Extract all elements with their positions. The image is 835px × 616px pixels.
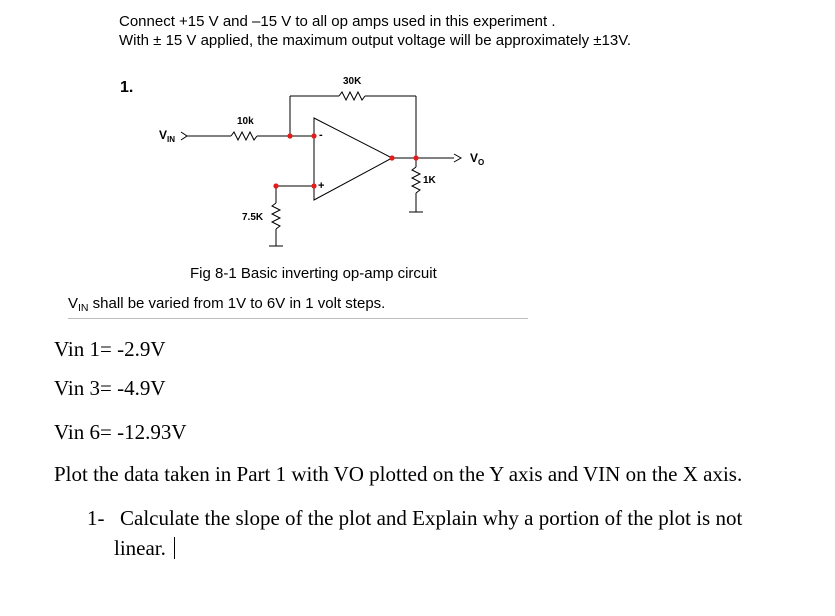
cutoff-artifact-line [68,318,528,319]
vo-label: $V_O$ [470,151,485,167]
node-dot-ground-res [273,183,278,188]
input-resistor [231,132,257,140]
vin-note-text: shall be varied from 1V to 6V in 1 volt steps. [88,295,386,312]
load-resistor-label: 1K [423,175,436,186]
node-dot-input [287,133,292,138]
load-resistor [412,167,420,193]
op-amp-triangle [314,118,392,200]
ground-resistor [272,203,280,229]
node-dot-output [413,155,418,160]
result-vin-1: Vin 1= -2.9V [54,337,166,361]
question-line-2[interactable] [114,536,175,561]
inverting-sign: - [319,129,323,141]
figure-caption: Fig 8-1 Basic inverting op-amp circuit [190,265,437,282]
vo-arrow [454,154,461,162]
plot-instruction: Plot the data taken in Part 1 with VO plotted on the Y axis and VIN on the X axis. [54,462,743,486]
vin-label: $V_{IN}$ [159,128,176,144]
ground-resistor-label: 7.5K [242,212,264,223]
result-vin-6: Vin 6= -12.93V [54,420,187,444]
node-dot-inverting [311,133,316,138]
feedback-resistor [339,92,365,100]
figure-number: 1. [120,79,134,96]
question-line-1: Calculate the slope of the plot and Explain why a portion of the plot is not [120,506,743,530]
circuit-figure [0,0,835,260]
vin-arrow [181,132,187,140]
question-number: 1- [87,506,105,530]
node-dot-noninverting [311,183,316,188]
text-cursor [174,537,175,559]
question-line-2-text: linear. [114,536,166,560]
input-resistor-label: 10k [237,116,254,127]
intro-line-1: Connect +15 V and –15 V to all op amps used in this experiment . [119,13,556,30]
vin-note-sub: IN [78,302,89,314]
vin-note-v: V [68,295,79,312]
circuit-diagram [0,0,835,260]
intro-line-2: With ± 15 V applied, the maximum output voltage will be approximately ±13V. [119,32,632,49]
feedback-resistor-label: 30K [343,76,362,87]
node-dot-opamp-out [389,155,394,160]
result-vin-3: Vin 3= -4.9V [54,376,166,400]
vin-note [68,295,385,314]
noninverting-sign: + [318,180,325,192]
